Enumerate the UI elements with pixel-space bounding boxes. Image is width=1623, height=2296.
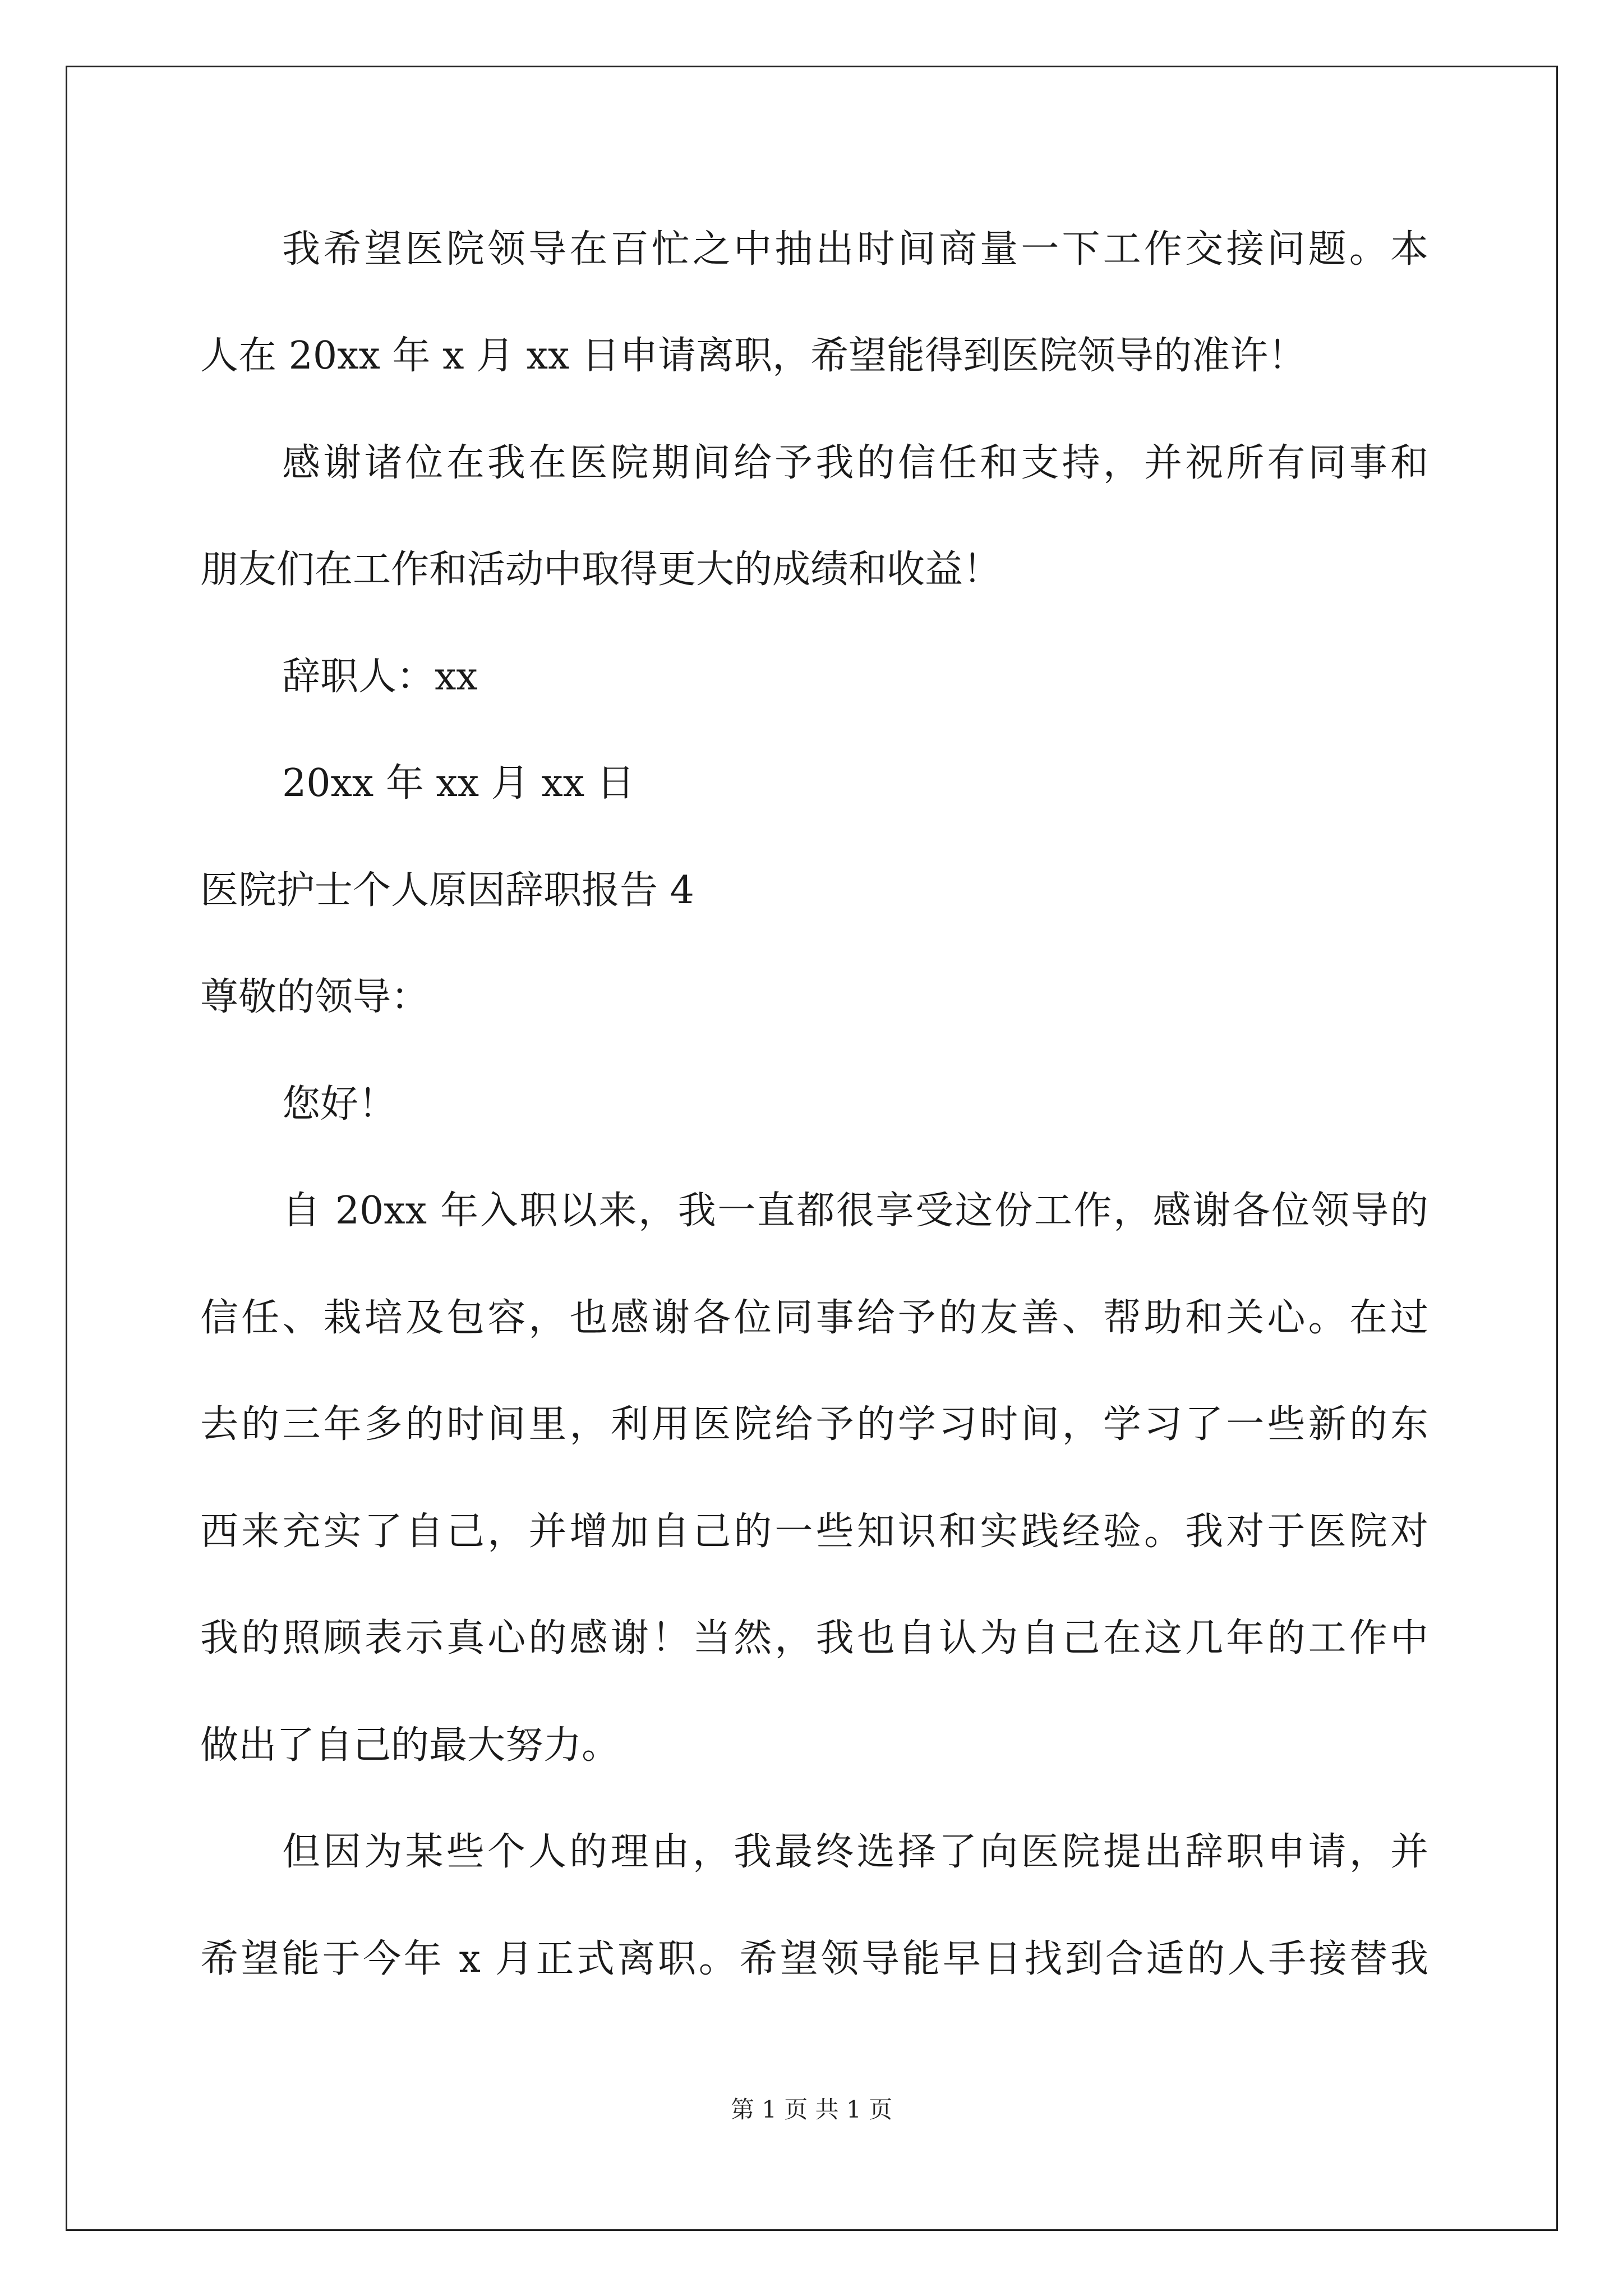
paragraph-line: 我的照顾表示真心的感谢！当然，我也自认为自己在这几年的工作中 — [200, 1616, 1428, 1660]
paragraph-line: 西来充实了自己，并增加自己的一些知识和实践经验。我对于医院对 — [200, 1510, 1428, 1554]
paragraph-line: 去的三年多的时间里，利用医院给予的学习时间，学习了一些新的东 — [200, 1402, 1428, 1447]
paragraph-line: 感谢诸位在我在医院期间给予我的信任和支持，并祝所有同事和 — [282, 441, 1428, 485]
greeting: 您好！ — [282, 1082, 397, 1126]
page-border — [66, 66, 1558, 2231]
salutation: 尊敬的领导： — [200, 975, 430, 1019]
paragraph-line: 希望能于今年 x 月正式离职。希望领导能早日找到合适的人手接替我 — [200, 1937, 1428, 1981]
paragraph-line: 但因为某些个人的理由，我最终选择了向医院提出辞职申请，并 — [282, 1830, 1428, 1874]
paragraph-line: 自 20xx 年入职以来，我一直都很享受这份工作，感谢各位领导的 — [282, 1189, 1428, 1233]
page-number-footer: 第 1 页 共 1 页 — [730, 2096, 893, 2123]
paragraph-line: 人在 20xx 年 x 月 xx 日申请离职，希望能得到医院领导的准许！ — [200, 334, 1306, 378]
section-title: 医院护士个人原因辞职报告 4 — [200, 868, 694, 913]
paragraph-line: 信任、栽培及包容，也感谢各位同事给予的友善、帮助和关心。在过 — [200, 1296, 1428, 1340]
paragraph-line: 做出了自己的最大努力。 — [200, 1723, 620, 1768]
paragraph-line: 朋友们在工作和活动中取得更大的成绩和收益！ — [200, 547, 1002, 592]
signature-line: 辞职人：xx — [282, 655, 478, 699]
date-line: 20xx 年 xx 月 xx 日 — [282, 761, 635, 806]
paragraph-line: 我希望医院领导在百忙之中抽出时间商量一下工作交接问题。本 — [282, 227, 1428, 272]
